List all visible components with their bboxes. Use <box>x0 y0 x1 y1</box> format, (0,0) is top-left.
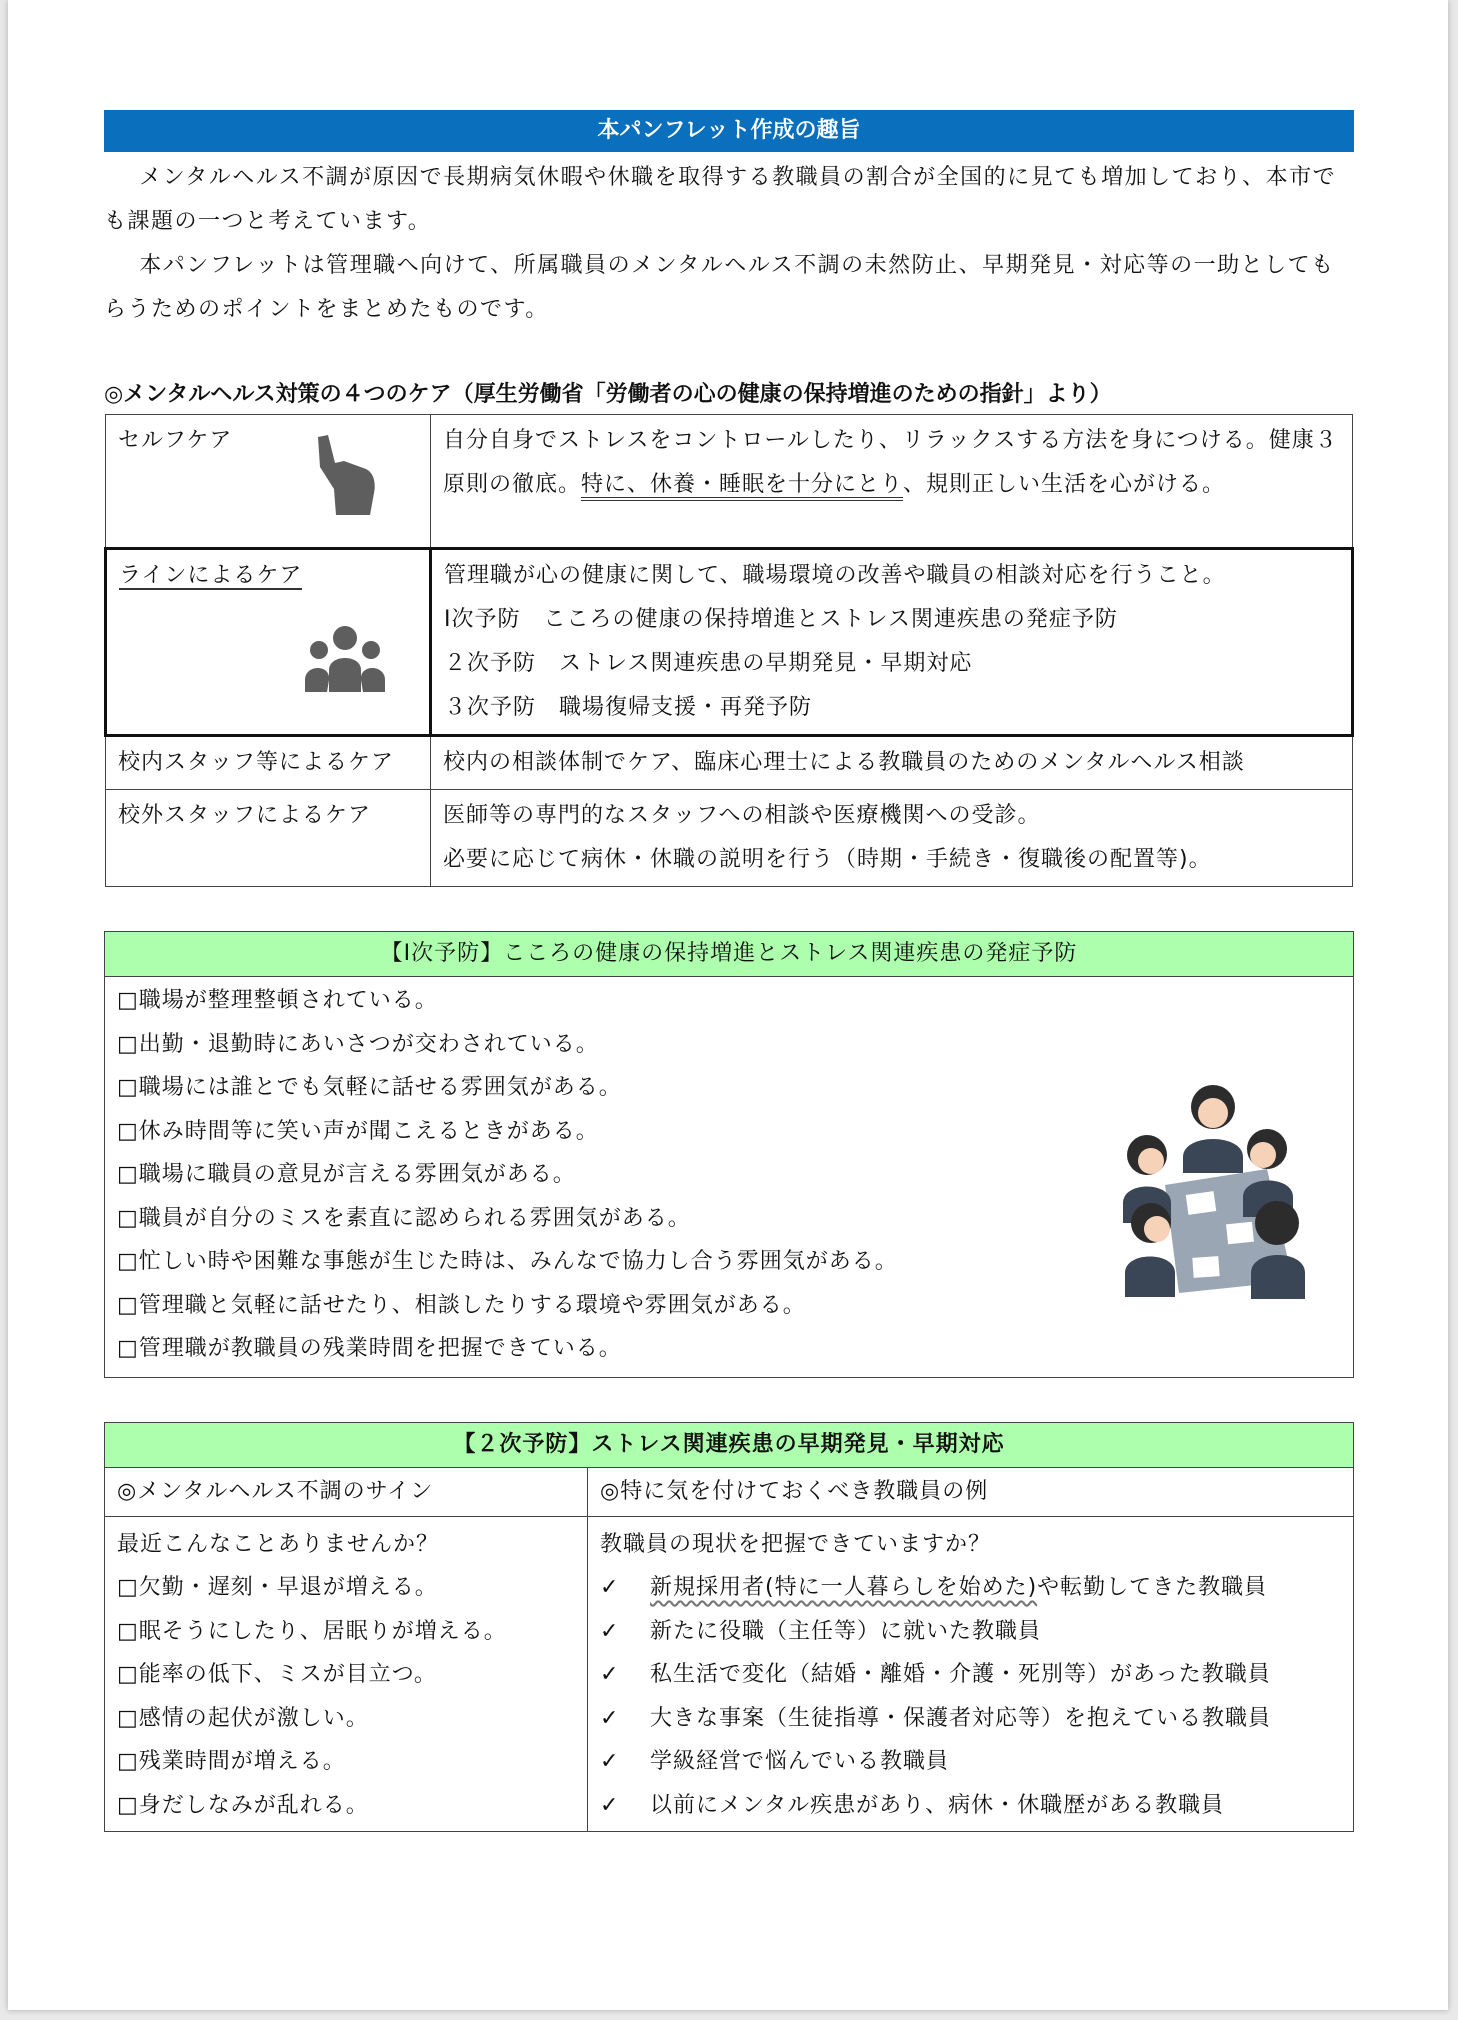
warning-signs-lead: 最近こんなことありませんか？ <box>117 1531 440 1557</box>
list-item <box>600 1653 1341 1697</box>
care-label: 校外スタッフによるケア <box>118 803 372 828</box>
list-item <box>600 1697 1341 1741</box>
checkmark-icon: ✓ <box>600 1705 620 1731</box>
care-description-cell <box>431 415 1353 549</box>
checklist-item: □職場に職員の意見が言える雰囲気がある。 <box>117 1162 576 1187</box>
checklist-item: □出勤・退勤時にあいさつが交わされている。 <box>117 1031 599 1057</box>
document-page <box>8 0 1448 2010</box>
at-risk-staff-column <box>588 1468 1353 1832</box>
list-item-text: 新たに役職（主任等）に就いた教職員 <box>650 1618 1042 1644</box>
list-item <box>600 1566 1341 1610</box>
care-label-cell <box>106 790 431 887</box>
at-risk-staff-title: ◎特に気を付けておくべき教職員の例 <box>588 1468 1353 1517</box>
checklist-item: □忙しい時や困難な事態が生じた時は、みんなで協力し合う雰囲気がある。 <box>117 1249 898 1274</box>
primary-prevention-checklist <box>105 977 1353 1377</box>
self-care-person-icon <box>308 433 382 533</box>
care-table <box>104 414 1354 887</box>
checkmark-icon: ✓ <box>600 1662 620 1687</box>
list-item-emphasis: 新規採用者(特に一人暮らしを始めた) <box>650 1575 1038 1600</box>
list-item: □感情の起伏が激しい。 <box>117 1705 369 1731</box>
care-row-self <box>106 415 1353 549</box>
internal-staff-line-1: 校内の相談体制でケア、臨床心理士による教職員のためのメンタルヘルス相談 <box>443 750 1245 775</box>
self-care-description <box>443 419 1340 507</box>
line-care-line-2: Ⅰ次予防 こころの健康の保持増進とストレス関連疾患の発症予防 <box>444 607 1118 632</box>
document-content <box>104 110 1354 1832</box>
warning-signs-column <box>105 1468 588 1832</box>
line-care-line-3: ２次予防 ストレス関連疾患の早期発見・早期対応 <box>444 651 973 676</box>
checklist-item: □管理職が教職員の残業時間を把握できている。 <box>117 1336 622 1361</box>
list-item <box>600 1740 1341 1784</box>
list-item <box>600 1610 1341 1654</box>
care-label-cell <box>106 415 431 549</box>
external-staff-line-2: 必要に応じて病休・休職の説明を行う（時期・手続き・復職後の配置等)。 <box>443 847 1212 872</box>
self-care-text-emphasis: 特に、休養・睡眠を十分にとり <box>581 472 903 501</box>
care-label: ラインによるケア <box>119 563 303 588</box>
list-item-text: 私生活で変化（結婚・離婚・介護・死別等）があった教職員 <box>650 1662 1271 1687</box>
checkmark-icon: ✓ <box>600 1749 620 1774</box>
self-care-text-a: 自分自身でストレスをコントロールしたり、リラックスする方法を身につける。健康３原則の徹底。 <box>443 428 1338 497</box>
warning-signs-list <box>105 1517 587 1832</box>
at-risk-staff-lead: 教職員の現状を把握できていますか？ <box>600 1531 992 1557</box>
meeting-illustration-icon <box>1117 1073 1307 1307</box>
care-section-heading: ◎メンタルヘルス対策の４つのケア（厚生労働省「労働者の心の健康の保持増進のための指針」より） <box>104 382 1112 407</box>
care-description-cell <box>431 736 1353 790</box>
at-risk-staff-list <box>588 1517 1353 1832</box>
checkmark-icon: ✓ <box>600 1792 620 1818</box>
care-description-cell <box>431 549 1353 736</box>
list-item: □身だしなみが乱れる。 <box>117 1792 369 1818</box>
intro-paragraph-1: メンタルヘルス不調が原因で長期病気休暇や休職を取得する教職員の割合が全国的に見ても増加しており、本市でも課題の一つと考えています。 <box>104 165 1337 234</box>
care-label: セルフケア <box>118 428 233 453</box>
list-item-text: 大きな事案（生徒指導・保護者対応等）を抱えている教職員 <box>650 1705 1272 1731</box>
page-title: 本パンフレット作成の趣旨 <box>104 110 1354 152</box>
list-item: □眠そうにしたり、居眠りが増える。 <box>117 1618 507 1644</box>
warning-signs-title: ◎メンタルヘルス不調のサイン <box>105 1468 587 1517</box>
care-label-cell <box>106 549 431 736</box>
external-staff-line-1: 医師等の専門的なスタッフへの相談や医療機関への受診。 <box>443 803 1041 828</box>
primary-prevention-heading: 【Ⅰ次予防】こころの健康の保持増進とストレス関連疾患の発症予防 <box>105 932 1353 977</box>
care-row-external-staff <box>106 790 1353 887</box>
intro-paragraph-2: 本パンフレットは管理職へ向けて、所属職員のメンタルヘルス不調の未然防止、早期発見・対応等の一助としてもらうためのポイントをまとめたものです。 <box>104 253 1335 322</box>
list-item: □残業時間が増える。 <box>117 1749 346 1774</box>
intro-text <box>104 156 1354 332</box>
list-item: □欠勤・遅刻・早退が増える。 <box>117 1575 438 1600</box>
checklist-item: □職員が自分のミスを素直に認められる雰囲気がある。 <box>117 1205 691 1231</box>
line-care-line-1: 管理職が心の健康に関して、職場環境の改善や職員の相談対応を行うこと。 <box>444 563 1226 588</box>
list-item-text: 以前にメンタル疾患があり、病休・休職歴がある教職員 <box>650 1792 1225 1818</box>
list-item-text: 学級経営で悩んでいる教職員 <box>650 1749 950 1774</box>
checklist-item: □管理職と気軽に話せたり、相談したりする環境や雰囲気がある。 <box>117 1292 806 1318</box>
checklist-item: □職場には誰とでも気軽に話せる雰囲気がある。 <box>117 1075 622 1100</box>
list-item <box>600 1784 1341 1828</box>
checklist-item: □職場が整理整頓されている。 <box>117 988 438 1013</box>
secondary-prevention-columns <box>105 1468 1353 1832</box>
care-label: 校内スタッフ等によるケア <box>118 750 395 775</box>
care-row-internal-staff <box>106 736 1353 790</box>
care-description-cell <box>431 790 1353 887</box>
primary-prevention-box <box>104 931 1354 1378</box>
checkmark-icon: ✓ <box>600 1575 620 1600</box>
secondary-prevention-box <box>104 1422 1354 1833</box>
care-row-line <box>106 549 1353 736</box>
checkmark-icon: ✓ <box>600 1618 620 1644</box>
list-item: □能率の低下、ミスが目立つ。 <box>117 1662 437 1687</box>
list-item-text: や転勤してきた教職員 <box>1037 1575 1268 1600</box>
care-label-cell <box>106 736 431 790</box>
secondary-prevention-heading: 【２次予防】ストレス関連疾患の早期発見・早期対応 <box>105 1423 1353 1468</box>
line-care-line-4: ３次予防 職場復帰支援・再発予防 <box>444 695 813 720</box>
checklist-item: □休み時間等に笑い声が聞こえるときがある。 <box>117 1118 599 1144</box>
group-people-icon <box>305 624 385 712</box>
self-care-text-c: 、規則正しい生活を心がける。 <box>903 472 1226 497</box>
